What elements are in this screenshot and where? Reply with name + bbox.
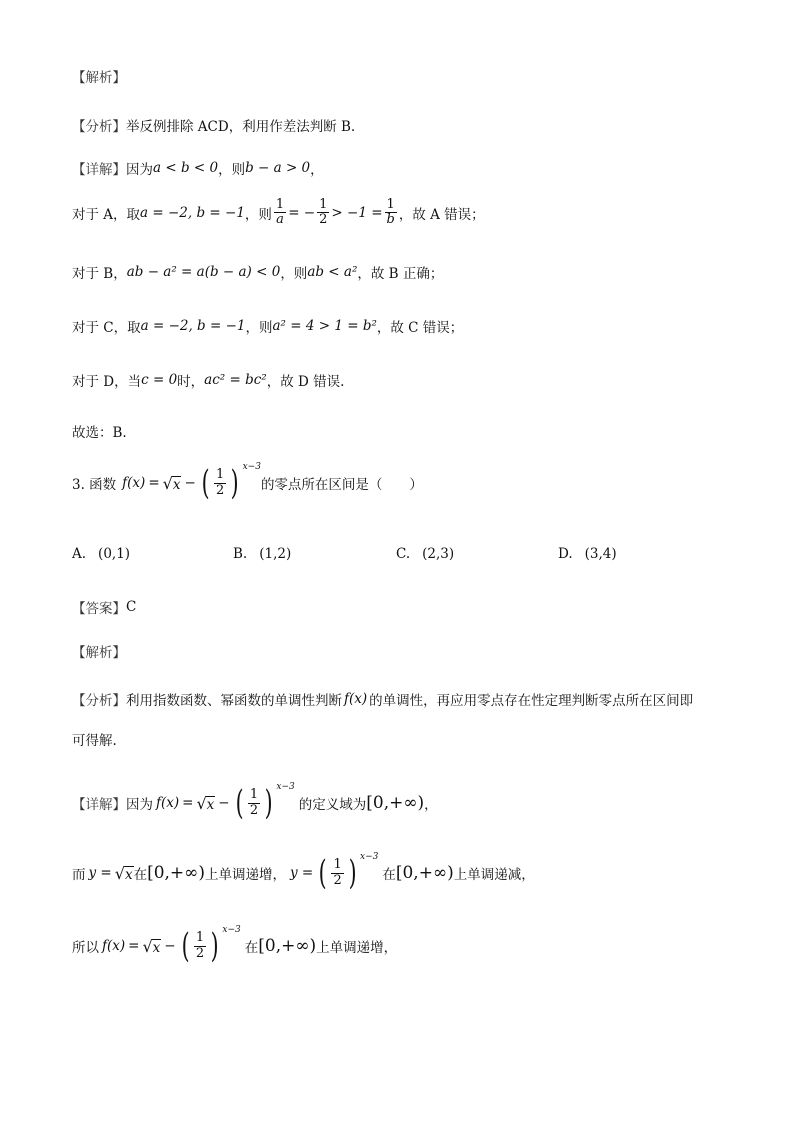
case-text: ，则 [244, 206, 272, 223]
analysis-text: 利用指数函数、幂函数的单调性判断 [126, 693, 342, 709]
option-a[interactable] [72, 546, 130, 562]
answer-line [72, 597, 136, 617]
math-op: > −1 = [331, 204, 383, 221]
section-label-jiexi-2 [72, 641, 126, 661]
option-value: (1,2) [259, 546, 292, 562]
fraction-half [331, 858, 343, 888]
math-inequality: a < b < 0 [153, 160, 219, 176]
fraction-half [248, 788, 260, 818]
question-text: 3. 函数 [72, 477, 117, 493]
detail-text: 上单调递增， [316, 940, 398, 956]
detail-text: 因为 [126, 162, 153, 178]
frac-num: 1 [386, 197, 395, 212]
option-value: (3,4) [584, 546, 617, 562]
detail-text: 上单调递减， [453, 867, 535, 883]
fraction-half [317, 198, 329, 228]
choose-text: 故选：B. [72, 425, 127, 441]
frac-num: 1 [319, 197, 328, 212]
option-d[interactable] [558, 546, 617, 562]
sqrt-radicand: x [124, 866, 133, 883]
case-text: ，则 [245, 320, 273, 336]
power-half: ( $\frac{1}{2}$ ) x−3 [181, 925, 241, 966]
frac-den: 2 [195, 945, 205, 961]
option-letter: D. [558, 546, 573, 562]
sqrt-x: √ x [162, 473, 181, 493]
case-a-line [72, 198, 485, 228]
power-half: ( $\frac{1}{2}$ ) x−3 [318, 852, 379, 893]
mono-line-2 [72, 925, 398, 966]
case-text: ，故 B 正确； [357, 266, 444, 282]
power-half: ( $\frac{1}{2}$ ) x−3 [235, 782, 295, 823]
case-text: 对于 D，当 [72, 374, 142, 390]
detail-text: 因为 [126, 797, 153, 813]
frac-num: 1 [333, 857, 342, 873]
func-name: f(x) [156, 795, 180, 811]
func-name: f(x) [344, 691, 368, 707]
detail-text: 上单调递增， [204, 867, 286, 883]
frac-den: a [276, 212, 284, 228]
detail-text: 所以 [72, 940, 99, 956]
frac-den: b [386, 212, 395, 228]
analysis-text: 举反例排除 ACD，利用作差法判断 B. [126, 119, 356, 135]
fraction-1-over-b [385, 198, 397, 228]
frac-den: 2 [333, 872, 342, 888]
frac-num: 1 [195, 930, 205, 946]
func-name: f(x) [102, 938, 126, 954]
exponent: x−3 [222, 925, 241, 935]
option-letter: A. [72, 546, 87, 562]
detail-text: 的定义域为 [298, 797, 367, 813]
sqrt-radicand: x [206, 796, 215, 813]
option-b[interactable] [233, 546, 291, 562]
sqrt-radicand: x [152, 939, 161, 956]
domain-interval: [0,+∞) [147, 863, 205, 883]
detail-text: ， [310, 162, 324, 178]
frac-num: 1 [216, 467, 225, 483]
analysis-text: 可得解. [72, 733, 117, 749]
sqrt-x: √ x [142, 936, 161, 956]
fraction-1-over-a [274, 198, 286, 228]
detail-text: ， [424, 797, 438, 813]
analysis-tag: 【分析】 [72, 693, 126, 709]
detail-tag: 【详解】 [72, 797, 126, 813]
detail-text: 在 [133, 867, 148, 883]
detail-text: 在 [382, 867, 396, 883]
mono-line-1 [72, 852, 535, 893]
math-op: = [128, 938, 140, 954]
frac-den: 2 [216, 482, 225, 498]
exponent: x−3 [360, 852, 379, 862]
func-name: f(x) [122, 475, 146, 491]
math-op: − [218, 795, 230, 811]
math-op: − [164, 938, 176, 954]
detail-line-2 [72, 782, 438, 823]
analysis-line-2b [72, 729, 117, 749]
exponent: x−3 [276, 782, 295, 792]
detail-text: 而 [72, 867, 86, 883]
case-c-line [72, 316, 463, 336]
case-text: ，则 [280, 266, 308, 282]
math-expression: ab − a² = a(b − a) < 0 [126, 264, 281, 280]
case-text: 对于 A，取 [72, 206, 141, 223]
domain-interval: [0,+∞) [258, 936, 317, 956]
case-text: 对于 C，取 [72, 320, 141, 336]
frac-den: 2 [249, 802, 259, 818]
math-op: = [148, 475, 160, 491]
math-inequality: b − a > 0 [245, 160, 311, 176]
math-values: c = 0 [141, 372, 178, 388]
math-values: a = −2, b = −1 [140, 318, 246, 334]
frac-den: 2 [319, 212, 328, 228]
detail-tag: 【详解】 [72, 162, 126, 178]
math-values: a = −2, b = −1 [140, 204, 245, 221]
analysis-line-1 [72, 115, 355, 135]
sqrt-radicand: x [172, 476, 181, 493]
math-expression: a² = 4 > 1 = b² [272, 318, 377, 334]
math-expression: ac² = bc² [204, 372, 267, 388]
math-y: y = [88, 865, 112, 881]
sqrt-x: √ x [114, 863, 133, 883]
question-text: 的零点所在区间是（ ） [260, 477, 423, 493]
power-half: ( $\frac{1}{2}$ ) x−3 [201, 462, 261, 503]
option-c[interactable] [396, 546, 454, 562]
choose-line [72, 421, 127, 441]
case-b-line [72, 262, 443, 282]
analysis-text: 的单调性，再应用零点存在性定理判断零点所在区间即 [369, 693, 694, 709]
analysis-tag: 【分析】 [72, 119, 126, 135]
answer-tag: 【答案】 [72, 601, 126, 617]
math-op: − [184, 475, 196, 491]
option-letter: B. [233, 546, 248, 562]
fraction-half [194, 931, 206, 961]
detail-text: ，则 [218, 162, 246, 178]
frac-num: 1 [275, 197, 285, 212]
case-d-line [72, 370, 344, 390]
option-value: (0,1) [98, 546, 131, 562]
math-op: = − [288, 204, 316, 221]
case-text: ，故 D 错误. [266, 374, 345, 390]
option-letter: C. [396, 546, 411, 562]
frac-num: 1 [249, 787, 259, 803]
analysis-line-2 [72, 689, 693, 709]
case-text: ，故 C 错误； [376, 320, 464, 336]
math-y: y = [289, 865, 314, 881]
domain-interval: [0,+∞) [395, 863, 454, 883]
sqrt-x: √ x [196, 793, 215, 813]
answer-value: C [126, 599, 137, 615]
case-text: 时， [177, 374, 205, 390]
case-text: 对于 B， [72, 266, 127, 282]
option-value: (2,3) [422, 546, 455, 562]
detail-text: 在 [244, 940, 259, 956]
detail-line-1 [72, 158, 324, 178]
section-label-jiexi-1 [72, 66, 126, 86]
case-text: ，故 A 错误； [398, 206, 485, 223]
question-3 [72, 462, 423, 503]
math-inequality: ab < a² [307, 264, 358, 280]
fraction-half [214, 468, 226, 498]
label-text: 【解析】 [72, 645, 126, 661]
domain-interval: [0,+∞) [366, 793, 425, 813]
exponent: x−3 [242, 462, 261, 472]
math-op: = [182, 795, 194, 811]
label-text: 【解析】 [72, 70, 126, 86]
